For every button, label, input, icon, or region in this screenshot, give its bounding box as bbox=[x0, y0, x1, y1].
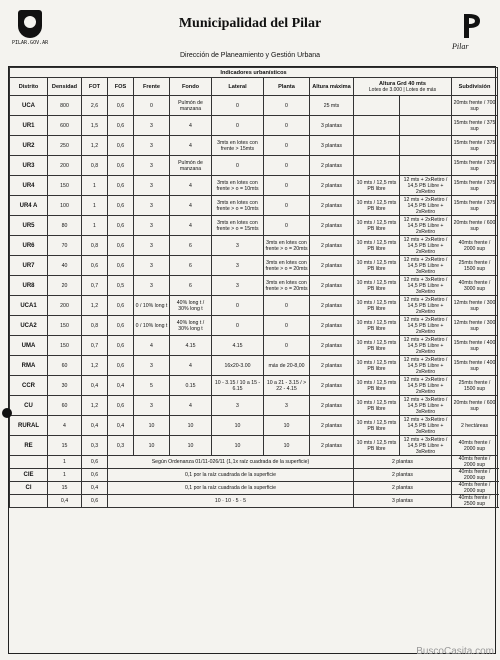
cell-frente: 0 bbox=[134, 96, 170, 116]
cell-fot: 0,4 bbox=[82, 376, 108, 396]
cell-sub: 12mts frente / 300 sup bbox=[452, 316, 498, 336]
cell-fot: 1,2 bbox=[82, 296, 108, 316]
cell-fondo: 10 bbox=[170, 416, 212, 436]
cell-fondo: 4 bbox=[170, 136, 212, 156]
cell-fot: 0,6 bbox=[82, 495, 108, 508]
cell-altura: 2 plantas bbox=[310, 316, 354, 336]
cell-density: 70 bbox=[48, 236, 82, 256]
cell-sub: 40mts frente / 2000 sup bbox=[452, 469, 498, 482]
cell-planta: 3mts en lotes con frente > o = 20mts bbox=[264, 236, 310, 256]
cell-frente: 3 bbox=[134, 236, 170, 256]
cell-fondo: 0.15 bbox=[170, 376, 212, 396]
cell-a2: 12 mts + 2xRetiro / 14,5 PB Libre + 2xRetiro bbox=[400, 196, 452, 216]
cell-altura: 2 plantas bbox=[310, 236, 354, 256]
table-body bbox=[10, 96, 498, 508]
cell-fondo: 10 bbox=[170, 436, 212, 456]
cell-density: 30 bbox=[48, 376, 82, 396]
cell-fot: 1 bbox=[82, 176, 108, 196]
cell-planta: 3mts en lotes con frente > o = 20mts bbox=[264, 276, 310, 296]
cell-fos: 0,6 bbox=[108, 196, 134, 216]
cell-a1 bbox=[354, 96, 400, 116]
cell-planta: 0 bbox=[264, 196, 310, 216]
cell-note: Según Ordenanza 01/11-026/11 (1,1x raíz cuadrada de la superficie) bbox=[108, 456, 354, 469]
table-row bbox=[10, 316, 498, 336]
column-header-label: Altura Grd 40 mts bbox=[379, 80, 426, 87]
cell-a2: 12 mts + 2xRetiro / 14,5 PB Libre + 2xRetiro bbox=[400, 336, 452, 356]
cell-density: 40 bbox=[48, 256, 82, 276]
cell-altura: 2 plantas bbox=[310, 296, 354, 316]
cell-fot: 0,7 bbox=[82, 336, 108, 356]
cell-a2: 12 mts + 2xRetiro / 14,5 PB Libre + 2xRetiro bbox=[400, 236, 452, 256]
cell-frente: 3 bbox=[134, 196, 170, 216]
table-row bbox=[10, 216, 498, 236]
cell-planta: 3 bbox=[264, 396, 310, 416]
table-footer-row bbox=[10, 469, 498, 482]
cell-fos: 0,6 bbox=[108, 316, 134, 336]
cell-sub: 20mts frente / 700 sup bbox=[452, 96, 498, 116]
cell-planta: 0 bbox=[264, 296, 310, 316]
watermark: BuscoCasita.com bbox=[416, 646, 494, 657]
column-header-planta: Planta bbox=[264, 78, 310, 96]
cell-a2: 12 mts + 2xRetiro / 14,5 PB Libre + 2xRetiro bbox=[400, 316, 452, 336]
cell-district: UR1 bbox=[10, 116, 48, 136]
cell-frente: 0 / 10% long t bbox=[134, 316, 170, 336]
cell-lateral: 3 bbox=[212, 276, 264, 296]
cell-frente: 3 bbox=[134, 256, 170, 276]
cell-district: RURAL bbox=[10, 416, 48, 436]
binder-hole bbox=[2, 408, 12, 418]
cell-frente: 0 / 10% long t bbox=[134, 296, 170, 316]
cell-fos: 0,6 bbox=[108, 156, 134, 176]
cell-a1: 10 mts / 12,5 mts PB libre bbox=[354, 176, 400, 196]
cell-fondo: 4.15 bbox=[170, 336, 212, 356]
cell-altura: 2 plantas bbox=[310, 256, 354, 276]
cell-frente: 3 bbox=[134, 396, 170, 416]
cell-density: 600 bbox=[48, 116, 82, 136]
cell-sub: 40mts frente / 2000 sup bbox=[452, 236, 498, 256]
cell-planta: 3mts en lotes con frente > o = 20mts bbox=[264, 256, 310, 276]
column-subheader: Lotes de 3.000 | Lotes de más bbox=[368, 86, 437, 93]
cell-fondo: Pulmón de manzana bbox=[170, 156, 212, 176]
cell-fot: 1,2 bbox=[82, 356, 108, 376]
cell-frente: 3 bbox=[134, 276, 170, 296]
cell-a2 bbox=[400, 136, 452, 156]
cell-planta: 10 bbox=[264, 436, 310, 456]
cell-fot: 0,6 bbox=[82, 469, 108, 482]
cell-density: 250 bbox=[48, 136, 82, 156]
table-group-header: Indicadores urbanísticos bbox=[10, 68, 498, 78]
cell-planta: 0 bbox=[264, 96, 310, 116]
cell-fot: 0,7 bbox=[82, 276, 108, 296]
table-footer-row bbox=[10, 495, 498, 508]
cell-lateral: 3mts en lotes con frente > o = 15mts bbox=[212, 216, 264, 236]
cell-fos: 0,6 bbox=[108, 236, 134, 256]
cell-a1: 10 mts / 12,5 mts PB libre bbox=[354, 296, 400, 316]
cell-frente: 10 bbox=[134, 436, 170, 456]
cell-fos: 0,6 bbox=[108, 256, 134, 276]
cell-altura: 2 plantas bbox=[310, 196, 354, 216]
cell-fos: 0,6 bbox=[108, 176, 134, 196]
column-header-altura-40 bbox=[354, 78, 452, 96]
cell-district: UR6 bbox=[10, 236, 48, 256]
indicators-table-sheet bbox=[8, 66, 496, 654]
cell-frente: 5 bbox=[134, 376, 170, 396]
column-header-fondo: Fondo bbox=[170, 78, 212, 96]
cell-lateral: 0 bbox=[212, 316, 264, 336]
cell-density: 150 bbox=[48, 316, 82, 336]
cell-fot: 1,2 bbox=[82, 396, 108, 416]
cell-density: 15 bbox=[48, 436, 82, 456]
cell-planta: más de 20-8,00 bbox=[264, 356, 310, 376]
cell-fot: 1,5 bbox=[82, 116, 108, 136]
cell-altura: 2 plantas bbox=[310, 176, 354, 196]
cell-lateral: 3mts en lotes con frente > 15mts bbox=[212, 136, 264, 156]
column-header-lateral: Lateral bbox=[212, 78, 264, 96]
cell-planta: 0 bbox=[264, 116, 310, 136]
cell-altura: 2 plantas bbox=[310, 336, 354, 356]
cell-frente: 3 bbox=[134, 136, 170, 156]
cell-fos: 0,5 bbox=[108, 276, 134, 296]
cell-district: CCR bbox=[10, 376, 48, 396]
cell-altura: 3 plantas bbox=[310, 116, 354, 136]
cell-sub: 15mts frente / 375 sup bbox=[452, 116, 498, 136]
cell-a2: 12 mts + 2xRetiro / 14,5 PB Libre + 2xRetiro bbox=[400, 356, 452, 376]
cell-district: RMA bbox=[10, 356, 48, 376]
cell-sub: 15mts frente / 375 sup bbox=[452, 136, 498, 156]
cell-frente: 3 bbox=[134, 216, 170, 236]
table-footer-row bbox=[10, 482, 498, 495]
cell-density: 1 bbox=[48, 456, 82, 469]
cell-a2 bbox=[400, 96, 452, 116]
cell-altura: 2 plantas bbox=[310, 436, 354, 456]
cell-lateral: 0 bbox=[212, 96, 264, 116]
column-header-fot: FOT bbox=[82, 78, 108, 96]
page-title: Municipalidad del Pilar bbox=[178, 16, 322, 31]
subheader-lotes-mas: Lotes de más bbox=[406, 86, 437, 93]
cell-sub: 12mts frente / 300 sup bbox=[452, 296, 498, 316]
cell-lateral: 10 bbox=[212, 436, 264, 456]
cell-fondo: 4 bbox=[170, 116, 212, 136]
cell-district: ClE bbox=[10, 469, 48, 482]
column-header-densidad: Densidad bbox=[48, 78, 82, 96]
cell-frente: 4 bbox=[134, 336, 170, 356]
table-row bbox=[10, 176, 498, 196]
cell-altura: 2 plantas bbox=[310, 416, 354, 436]
cell-density: 80 bbox=[48, 216, 82, 236]
table-row bbox=[10, 376, 498, 396]
cell-sub: 15mts frente / 375 sup bbox=[452, 176, 498, 196]
cell-frente: 3 bbox=[134, 156, 170, 176]
cell-district: UCA1 bbox=[10, 296, 48, 316]
cell-fondo: 4 bbox=[170, 356, 212, 376]
cell-lateral: 10 - 3.15 / 10 a 15 - 6.15 bbox=[212, 376, 264, 396]
cell-a2: 12 mts + 3xRetiro / 14,5 PB Libre + 3xRetiro bbox=[400, 276, 452, 296]
cell-fot: 0,6 bbox=[82, 456, 108, 469]
cell-a2: 12 mts + 3xRetiro / 14,5 PB Libre + 3xRetiro bbox=[400, 396, 452, 416]
cell-fot: 0,8 bbox=[82, 316, 108, 336]
cell-fondo: 6 bbox=[170, 236, 212, 256]
cell-a1: 10 mts / 12,5 mts PB libre bbox=[354, 356, 400, 376]
cell-density: 200 bbox=[48, 296, 82, 316]
table-row bbox=[10, 136, 498, 156]
cell-fot: 0,4 bbox=[82, 416, 108, 436]
cell-a1 bbox=[354, 116, 400, 136]
table-row bbox=[10, 436, 498, 456]
cell-district: UCA2 bbox=[10, 316, 48, 336]
cell-fos: 0,6 bbox=[108, 216, 134, 236]
cell-district: UR4 A bbox=[10, 196, 48, 216]
table-row bbox=[10, 396, 498, 416]
cell-frente: 3 bbox=[134, 116, 170, 136]
cell-altura: 2 plantas bbox=[310, 376, 354, 396]
column-header-altura-m-xima: Altura máxima bbox=[310, 78, 354, 96]
cell-a1: 10 mts / 12,5 mts PB libre bbox=[354, 436, 400, 456]
cell-fot: 2,6 bbox=[82, 96, 108, 116]
cell-a1: 10 mts / 12,5 mts PB libre bbox=[354, 216, 400, 236]
cell-district: UR2 bbox=[10, 136, 48, 156]
cell-note: 0,1 por la raíz cuadrada de la superficie bbox=[108, 482, 354, 495]
cell-a1: 10 mts / 12,5 mts PB libre bbox=[354, 196, 400, 216]
cell-density: 150 bbox=[48, 336, 82, 356]
cell-lateral: 0 bbox=[212, 116, 264, 136]
cell-density: 60 bbox=[48, 396, 82, 416]
cell-sub: 15mts frente / 375 sup bbox=[452, 196, 498, 216]
cell-fot: 0,4 bbox=[82, 482, 108, 495]
cell-lateral: 3mts en lotes con frente > o = 10mts bbox=[212, 176, 264, 196]
cell-fos: 0,6 bbox=[108, 136, 134, 156]
cell-a1: 10 mts / 12,5 mts PB libre bbox=[354, 276, 400, 296]
cell-a1: 10 mts / 12,5 mts PB libre bbox=[354, 376, 400, 396]
page-subtitle: Dirección de Planeamiento y Gestión Urbana bbox=[179, 52, 321, 59]
cell-fot: 0,8 bbox=[82, 156, 108, 176]
cell-note: 10 · 10 · 5 · 5 bbox=[108, 495, 354, 508]
cell-a1 bbox=[354, 156, 400, 176]
cell-fot: 1 bbox=[82, 196, 108, 216]
table-row bbox=[10, 156, 498, 176]
cell-sub: 20mts frente / 600 sup bbox=[452, 396, 498, 416]
cell-planta: 10 a 21 - 3.15 / > 22 - 4.15 bbox=[264, 376, 310, 396]
pilar-logo-icon bbox=[458, 12, 486, 40]
cell-planta: 0 bbox=[264, 216, 310, 236]
cell-fos: 0,6 bbox=[108, 96, 134, 116]
cell-altura: 2 plantas bbox=[310, 276, 354, 296]
cell-a2: 12 mts + 2xRetiro / 14,5 PB Libre + 2xRetiro bbox=[400, 376, 452, 396]
cell-district: UR5 bbox=[10, 216, 48, 236]
cell-district bbox=[10, 495, 48, 508]
cell-district: UR3 bbox=[10, 156, 48, 176]
cell-district: UMA bbox=[10, 336, 48, 356]
cell-fondo: 40% long t / 30% long t bbox=[170, 316, 212, 336]
cell-fondo: 6 bbox=[170, 276, 212, 296]
cell-fos: 0,4 bbox=[108, 416, 134, 436]
cell-fot: 0,6 bbox=[82, 256, 108, 276]
cell-fondo: 6 bbox=[170, 256, 212, 276]
logo-text: Pilar bbox=[452, 42, 469, 51]
cell-sub: 20mts frente / 600 sup bbox=[452, 216, 498, 236]
cell-district: CU bbox=[10, 396, 48, 416]
cell-sub: 40mts frente / 2500 sup bbox=[452, 495, 498, 508]
cell-district: UR7 bbox=[10, 256, 48, 276]
document-header bbox=[0, 0, 500, 66]
column-header-distrito: Distrito bbox=[10, 78, 48, 96]
cell-fot: 0,3 bbox=[82, 436, 108, 456]
cell-altura: 2 plantas bbox=[310, 156, 354, 176]
cell-density: 15 bbox=[48, 482, 82, 495]
cell-density: 100 bbox=[48, 196, 82, 216]
cell-sub: 40mts frente / 2000 sup bbox=[452, 482, 498, 495]
cell-density: 20 bbox=[48, 276, 82, 296]
cell-sub: 15mts frente / 400 sup bbox=[452, 356, 498, 376]
cell-a2 bbox=[400, 116, 452, 136]
cell-altura: 3 plantas bbox=[354, 495, 452, 508]
cell-fos: 0,3 bbox=[108, 436, 134, 456]
cell-altura: 2 plantas bbox=[310, 396, 354, 416]
cell-fondo: 4 bbox=[170, 196, 212, 216]
table-column-header-row bbox=[10, 78, 498, 96]
cell-lateral: 3 bbox=[212, 236, 264, 256]
cell-a2: 12 mts + 3xRetiro / 14,5 PB Libre + 3xRetiro bbox=[400, 436, 452, 456]
cell-fondo: 4 bbox=[170, 396, 212, 416]
cell-fondo: 4 bbox=[170, 176, 212, 196]
cell-a2: 12 mts + 2xRetiro / 14,5 PB Libre + 2xRetiro bbox=[400, 216, 452, 236]
cell-frente: 3 bbox=[134, 356, 170, 376]
cell-fos: 0,6 bbox=[108, 296, 134, 316]
cell-density: 800 bbox=[48, 96, 82, 116]
cell-a2: 12 mts + 2xRetiro / 14,5 PB Libre + 3xRetiro bbox=[400, 256, 452, 276]
cell-altura: 2 plantas bbox=[310, 216, 354, 236]
cell-district: UCA bbox=[10, 96, 48, 116]
cell-sub: 40mts frente / 3000 sup bbox=[452, 276, 498, 296]
table-row bbox=[10, 116, 498, 136]
cell-frente: 10 bbox=[134, 416, 170, 436]
cell-a2 bbox=[400, 156, 452, 176]
column-header-frente: Frente bbox=[134, 78, 170, 96]
cell-fondo: 4 bbox=[170, 216, 212, 236]
cell-lateral: 4.15 bbox=[212, 336, 264, 356]
cell-lateral: 3 bbox=[212, 396, 264, 416]
cell-altura: 2 plantas bbox=[354, 482, 452, 495]
cell-fos: 0,6 bbox=[108, 356, 134, 376]
cell-fondo: 40% long t / 30% long t bbox=[170, 296, 212, 316]
cell-lateral: 0 bbox=[212, 156, 264, 176]
column-header-fos: FOS bbox=[108, 78, 134, 96]
table-row bbox=[10, 236, 498, 256]
table-footer-row bbox=[10, 456, 498, 469]
column-header-subdivisi-n: Subdivisión bbox=[452, 78, 498, 96]
cell-fos: 0,4 bbox=[108, 376, 134, 396]
cell-lateral: 3mts en lotes con frente > o = 10mts bbox=[212, 196, 264, 216]
cell-planta: 0 bbox=[264, 156, 310, 176]
cell-frente: 3 bbox=[134, 176, 170, 196]
cell-sub: 40mts frente / 2000 sup bbox=[452, 456, 498, 469]
cell-a1: 10 mts / 12,5 mts PB libre bbox=[354, 256, 400, 276]
cell-a2: 12 mts + 2xRetiro / 14,5 PB Libre + 2xRetiro bbox=[400, 176, 452, 196]
table-row bbox=[10, 196, 498, 216]
cell-altura: 2 plantas bbox=[354, 456, 452, 469]
cell-altura: 25 mts bbox=[310, 96, 354, 116]
table-row bbox=[10, 356, 498, 376]
cell-district: UR8 bbox=[10, 276, 48, 296]
cell-altura: 3 plantas bbox=[310, 136, 354, 156]
table-row bbox=[10, 336, 498, 356]
table-row bbox=[10, 276, 498, 296]
cell-planta: 0 bbox=[264, 136, 310, 156]
cell-density: 150 bbox=[48, 176, 82, 196]
cell-a1 bbox=[354, 136, 400, 156]
cell-planta: 0 bbox=[264, 316, 310, 336]
table-row bbox=[10, 296, 498, 316]
indicators-table bbox=[9, 67, 498, 508]
cell-lateral: 10 bbox=[212, 416, 264, 436]
cell-density: 1 bbox=[48, 469, 82, 482]
cell-fot: 1 bbox=[82, 216, 108, 236]
cell-fot: 1,2 bbox=[82, 136, 108, 156]
cell-sub: 25mts frente / 1500 sup bbox=[452, 376, 498, 396]
cell-altura: 2 plantas bbox=[354, 469, 452, 482]
municipal-crest-icon bbox=[18, 10, 42, 38]
cell-fos: 0,6 bbox=[108, 116, 134, 136]
crest-caption: PILAR.GOV.AR bbox=[12, 40, 49, 46]
cell-note: 0,1 por la raíz cuadrada de la superficie bbox=[108, 469, 354, 482]
table-row bbox=[10, 416, 498, 436]
cell-sub: 15mts frente / 375 sup bbox=[452, 156, 498, 176]
cell-a1: 10 mts / 12,5 mts PB libre bbox=[354, 396, 400, 416]
table-row bbox=[10, 96, 498, 116]
cell-district: UR4 bbox=[10, 176, 48, 196]
cell-fot: 0,8 bbox=[82, 236, 108, 256]
cell-planta: 10 bbox=[264, 416, 310, 436]
cell-planta: 0 bbox=[264, 176, 310, 196]
cell-a2: 12 mts + 3xRetiro / 14,5 PB Libre + 3xRetiro bbox=[400, 416, 452, 436]
cell-density: 0,4 bbox=[48, 495, 82, 508]
cell-fondo: Pulmón de manzana bbox=[170, 96, 212, 116]
cell-district: Cl bbox=[10, 482, 48, 495]
cell-a1: 10 mts / 12,5 mts PB libre bbox=[354, 236, 400, 256]
cell-sub: 2 hectáreas bbox=[452, 416, 498, 436]
cell-sub: 25mts frente / 1500 sup bbox=[452, 256, 498, 276]
cell-a2: 12 mts + 2xRetiro / 14,5 PB Libre + 2xRetiro bbox=[400, 296, 452, 316]
cell-density: 200 bbox=[48, 156, 82, 176]
cell-a1: 10 mts / 12,5 mts PB libre bbox=[354, 416, 400, 436]
table-row bbox=[10, 256, 498, 276]
cell-sub: 40mts frente / 2000 sup bbox=[452, 436, 498, 456]
cell-lateral: 3 bbox=[212, 256, 264, 276]
cell-altura: 2 plantas bbox=[310, 356, 354, 376]
cell-sub: 15mts frente / 400 sup bbox=[452, 336, 498, 356]
cell-a1: 10 mts / 12,5 mts PB libre bbox=[354, 336, 400, 356]
subheader-lotes-3000: Lotes de 3.000 bbox=[368, 86, 402, 93]
cell-lateral: 16x20-3.00 bbox=[212, 356, 264, 376]
cell-planta: 0 bbox=[264, 336, 310, 356]
cell-fos: 0,6 bbox=[108, 336, 134, 356]
cell-a1: 10 mts / 12,5 mts PB libre bbox=[354, 316, 400, 336]
cell-density: 60 bbox=[48, 356, 82, 376]
cell-district: RE bbox=[10, 436, 48, 456]
cell-lateral: 0 bbox=[212, 296, 264, 316]
cell-density: 4 bbox=[48, 416, 82, 436]
cell-district bbox=[10, 456, 48, 469]
cell-fos: 0,6 bbox=[108, 396, 134, 416]
